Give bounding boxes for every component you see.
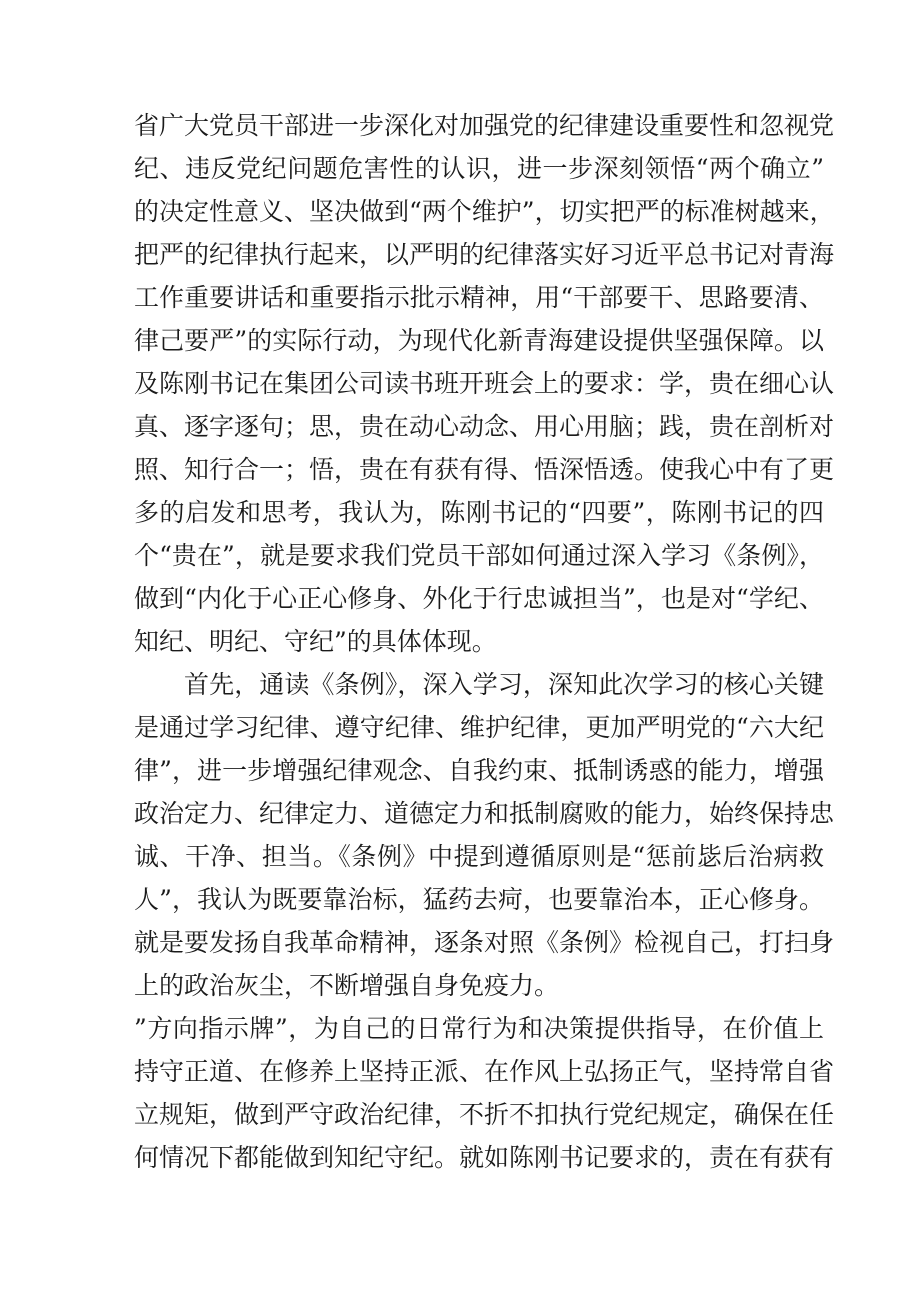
text-line: 上的政治灰尘，不断增强自身免疫力。	[134, 971, 560, 1000]
text-line: 及陈刚书记在集团公司读书班开班会上的要求：学，贵在细心认	[134, 369, 835, 398]
text-line: 纪、违反党纪问题危害性的认识，进一步深刻领悟“两个确立”	[134, 154, 824, 183]
paragraph-3	[134, 1007, 835, 1179]
text-line: 持守正道、在修养上坚持正派、在作风上弘扬正气，坚持常自省	[134, 1057, 835, 1086]
text-line: 个“贵在”，就是要求我们党员干部如何通过深入学习《条例》，	[134, 541, 824, 570]
text-line: 政治定力、纪律定力、道德定力和抵制腐败的能力，始终保持忠	[134, 799, 835, 828]
text-line: 省广大党员干部进一步深化对加强党的纪律建设重要性和忽视党	[134, 111, 835, 140]
text-line: ”方向指示牌”，为自己的日常行为和决策提供指导，在价值上	[134, 1014, 824, 1043]
text-line: 做到“内化于心正心修身、外化于行忠诚担当”，也是对“学纪、	[134, 584, 824, 613]
text-line: 知纪、明纪、守纪”的具体体现。	[134, 627, 497, 656]
text-line: 是通过学习纪律、遵守纪律、维护纪律，更加严明党的“六大纪	[134, 713, 824, 742]
text-line: 真、逐字逐句；思，贵在动心动念、用心用脑；践，贵在剖析对	[134, 412, 835, 441]
text-line: 律己要严”的实际行动，为现代化新青海建设提供坚强保障。以	[134, 326, 824, 355]
text-line: 律”，进一步增强纪律观念、自我约束、抵制诱惑的能力，增强	[134, 756, 824, 785]
text-line: 就是要发扬自我革命精神，逐条对照《条例》检视自己，打扫身	[134, 928, 835, 957]
text-line: 工作重要讲话和重要指示批示精神，用“干部要干、思路要清、	[134, 283, 824, 312]
text-line: 照、知行合一；悟，贵在有获有得、悟深悟透。使我心中有了更	[134, 455, 835, 484]
paragraph-1	[134, 104, 835, 663]
paragraph-2	[134, 663, 835, 1007]
text-line: 何情况下都能做到知纪守纪。就如陈刚书记要求的，责在有获有	[134, 1143, 835, 1172]
text-line: 立规矩，做到严守政治纪律，不折不扣执行党纪规定，确保在任	[134, 1100, 835, 1129]
body-text	[134, 104, 835, 1179]
text-line: 把严的纪律执行起来，以严明的纪律落实好习近平总书记对青海	[134, 240, 835, 269]
text-line: 人”，我认为既要靠治标，猛药去疴，也要靠治本，正心修身。	[134, 885, 824, 914]
text-line: 诚、干净、担当。《条例》中提到遵循原则是“惩前毖后治病救	[134, 842, 824, 871]
text-line: 多的启发和思考，我认为，陈刚书记的“四要”，陈刚书记的四	[134, 498, 824, 527]
text-line: 首先，通读《条例》，深入学习，深知此次学习的核心关键	[184, 670, 824, 699]
text-line: 的决定性意义、坚决做到“两个维护”，切实把严的标准树越来，	[134, 197, 835, 226]
